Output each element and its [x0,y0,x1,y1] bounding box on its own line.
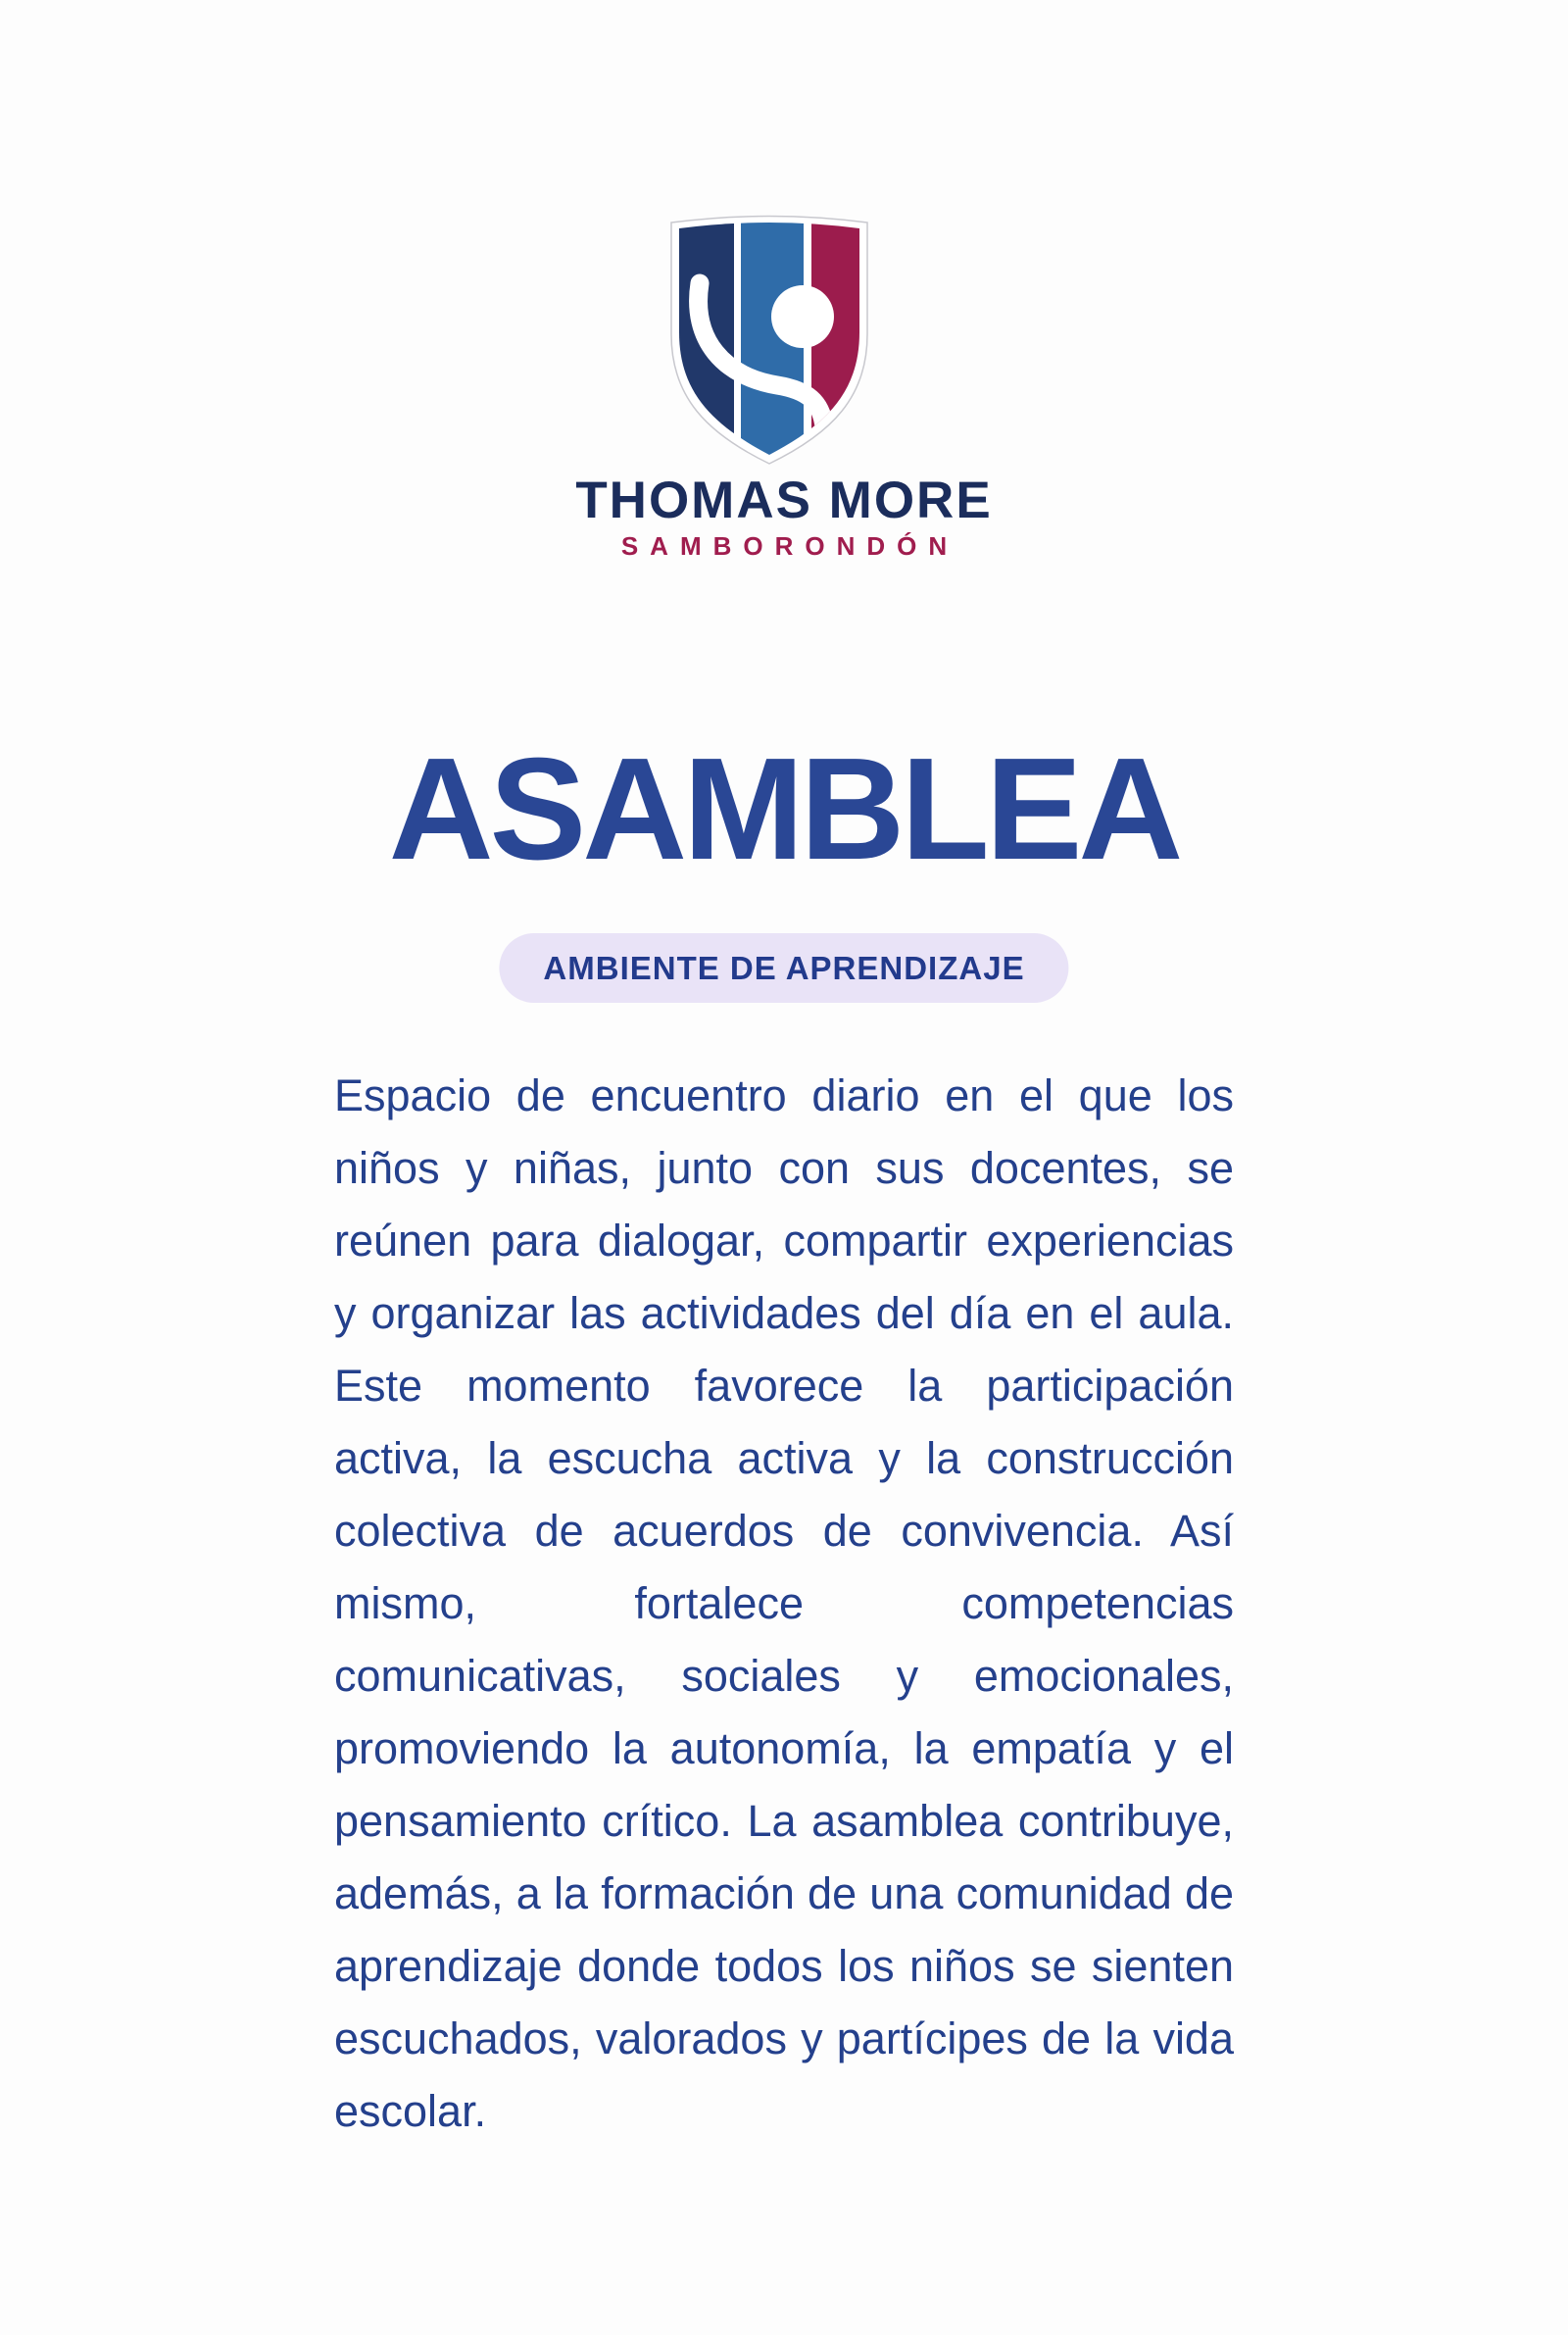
category-badge [499,933,1068,1003]
school-campus: SAMBORONDÓN [620,531,959,561]
paragraph-line: además, a la formación de una comunidad de [334,1868,1234,1918]
paragraph-line: niños y niñas, junto con sus docentes, se [334,1143,1234,1193]
paragraph-line: reúnen para dialogar, compartir experiencias [334,1216,1234,1266]
paragraph-line: activa, la escucha activa y la construcción [334,1433,1234,1483]
paragraph-line: Espacio de encuentro diario en el que los [334,1070,1234,1120]
paragraph-line: colectiva de acuerdos de convivencia. Así [334,1506,1234,1556]
page-title: ASAMBLEA [388,728,1180,890]
paragraph-line: pensamiento crítico. La asamblea contribuye, [334,1796,1234,1846]
category-badge-label: AMBIENTE DE APRENDIZAJE [543,949,1025,986]
paragraph-line: mismo, fortalece competencias [334,1578,1234,1628]
paragraph-line: comunicativas, sociales y emocionales, [334,1651,1234,1701]
paragraph-line: promoviendo la autonomía, la empatía y el [334,1723,1234,1773]
paragraph-line: escolar. [334,2086,487,2136]
paragraph-line: y organizar las actividades del día en el aula. [334,1288,1234,1338]
school-shield-icon [663,207,875,468]
description-paragraph [334,1060,1234,2148]
paragraph-line: Este momento favorece la participación [334,1361,1234,1411]
paragraph-line: escuchados, valorados y partícipes de la vida [334,2013,1234,2063]
paragraph-line: aprendizaje donde todos los niños se sienten [334,1941,1234,1991]
school-name: THOMAS MORE [575,472,993,529]
